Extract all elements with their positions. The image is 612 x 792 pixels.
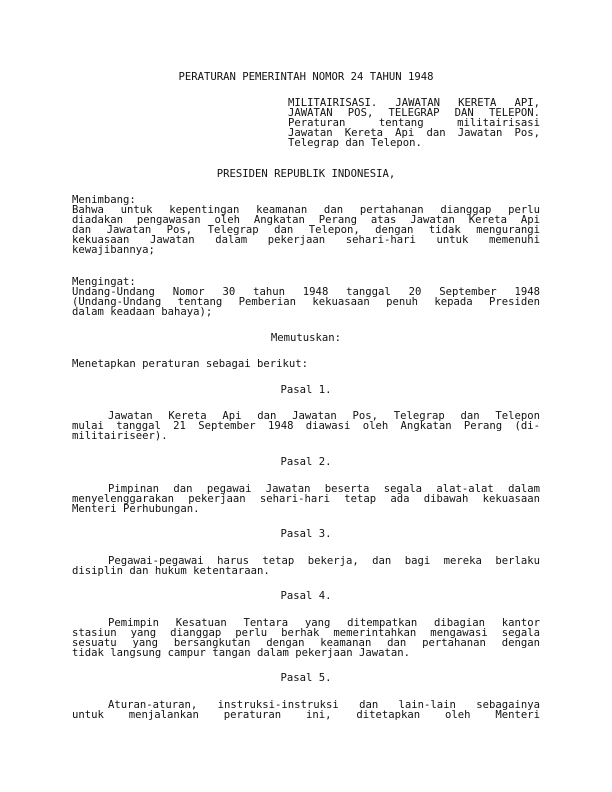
article-heading: Pasal 2. — [280, 456, 332, 468]
menimbang-line: kekuasaan Jawatan dalam pekerjaan sehari-hari untuk memenuhi — [72, 234, 540, 246]
menimbang-line: Bahwa untuk kepentingan keamanan dan pertahanan dianggap perlu — [72, 204, 540, 216]
article-line: Pimpinan dan pegawai Jawatan beserta segala alat-alat dalam — [108, 483, 540, 495]
menetapkan-line: Menetapkan peraturan sebagai berikut: — [72, 358, 308, 370]
article-heading: Pasal 1. — [280, 384, 332, 396]
article-heading: Pasal 4. — [280, 590, 332, 602]
article-line: mulai tanggal 21 September 1948 diawasi oleh Angkatan Perang (di- — [72, 420, 540, 432]
menimbang-line: dan Jawatan Pos, Telegrap dan Telepon, dengan tidak mengurangi — [72, 224, 540, 236]
article-line: Jawatan Kereta Api dan Jawatan Pos, Telegrap dan Telepon — [108, 410, 540, 422]
issuer-heading: PRESIDEN REPUBLIK INDONESIA, — [216, 168, 396, 180]
mengingat-heading: Mengingat: — [72, 276, 136, 288]
memutuskan-heading: Memutuskan: — [270, 332, 342, 344]
article-heading: Pasal 3. — [280, 528, 332, 540]
article-line: menyelenggarakan pekerjaan sehari-hari tetap ada dibawah kekuasaan — [72, 493, 540, 505]
article-line: untuk menjalankan peraturan ini, ditetapkan oleh Menteri — [72, 709, 540, 721]
menimbang-line: diadakan pengawasan oleh Angkatan Perang atas Jawatan Kereta Api — [72, 214, 540, 226]
subject-line: JAWATAN POS, TELEGRAP DAN TELEPON. — [288, 107, 540, 119]
menimbang-heading: Menimbang: — [72, 194, 136, 206]
article-line: disiplin dan hukum ketentaraan. — [72, 565, 270, 577]
article-line: Pemimpin Kesatuan Tentara yang ditempatkan dibagian kantor — [108, 617, 540, 629]
article-line: tidak langsung campur tangan dalam pekerjaan Jawatan. — [72, 647, 411, 659]
article-line: stasiun yang dianggap perlu berhak memerintahkan mengawasi segala — [72, 627, 540, 639]
article-line: Menteri Perhubungan. — [72, 503, 200, 515]
article-line: militairiseer). — [72, 430, 168, 442]
mengingat-line: dalam keadaan bahaya); — [72, 306, 213, 318]
subject-line: Telegrap dan Telepon. — [288, 137, 422, 149]
article-heading: Pasal 5. — [280, 672, 332, 684]
menimbang-line: kewajibannya; — [72, 244, 155, 256]
mengingat-line: Undang-Undang Nomor 30 tahun 1948 tanggal 20 September 1948 — [72, 286, 540, 298]
subject-line: Peraturan tentang militairisasi — [288, 117, 540, 129]
article-line: Aturan-aturan, instruksi-instruksi dan lain-lain sebagainya — [108, 699, 540, 711]
article-line: Pegawai-pegawai harus tetap bekerja, dan bagi mereka berlaku — [108, 555, 540, 567]
page-title: PERATURAN PEMERINTAH NOMOR 24 TAHUN 1948 — [178, 71, 434, 83]
article-line: sesuatu yang bersangkutan dengan keamanan dan pertahanan dengan — [72, 637, 540, 649]
mengingat-line: (Undang-Undang tentang Pemberian kekuasaan penuh kepada Presiden — [72, 296, 540, 308]
subject-line: Jawatan Kereta Api dan Jawatan Pos, — [288, 127, 540, 139]
subject-line: MILITAIRISASI. JAWATAN KERETA API, — [288, 97, 540, 109]
